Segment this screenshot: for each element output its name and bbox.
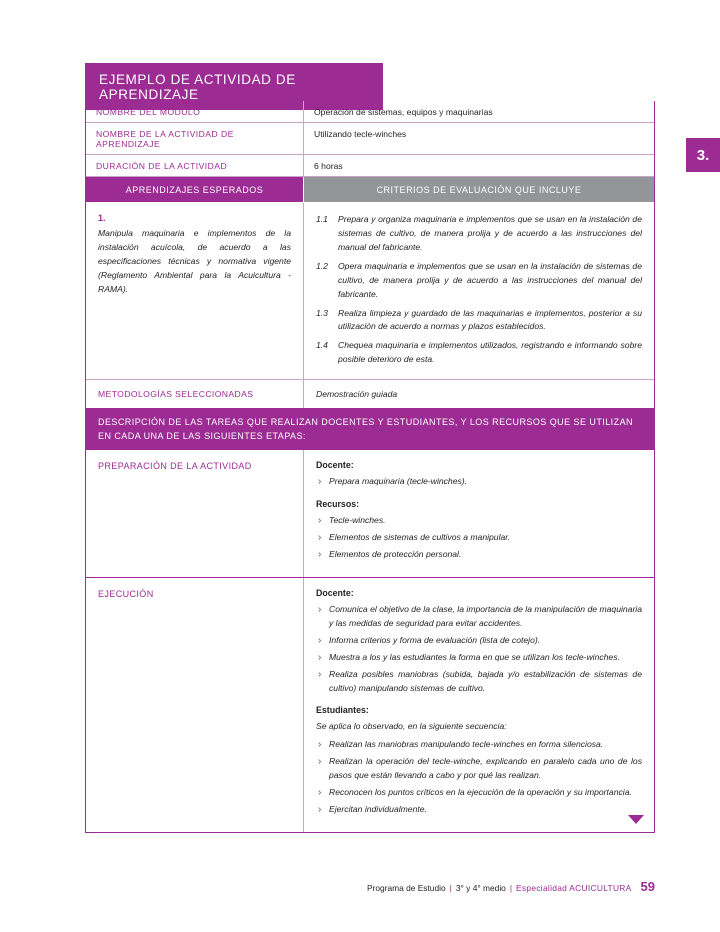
activity-name-value: Utilizando tecle-winches (314, 129, 407, 139)
criterion-number: 1.2 (316, 260, 328, 271)
list-item: › Reconocen los puntos críticos en la ejecución de la operación y su importancia. (316, 786, 642, 800)
page-number: 59 (640, 879, 655, 894)
learning-outcome-number: 1. (98, 213, 106, 223)
subheading-docente: Docente: (316, 587, 354, 598)
list-item: › Muestra a los y las estudiantes la forma en que se utilizan los tecle-winches. (316, 651, 642, 665)
list-item: › Comunica el objetivo de la clase, la importancia de la manipulación de maquinaria y las medidas de seguridad para evitar accidentes. (316, 603, 642, 631)
stage-content-ejecucion (304, 578, 654, 832)
subheading-recursos: Recursos: (316, 499, 360, 510)
criterion-text: Realiza limpieza y guardado de las maquinarias e implementos, posterior a su utilización de acuerdo a normas y plazos establecidos. (338, 307, 642, 332)
stage-row-ejecucion (86, 578, 654, 832)
table-row (86, 123, 654, 155)
list-item: › Ejercitan individualmente. (316, 803, 642, 817)
subheading-docente: Docente: (316, 460, 354, 471)
table-row (86, 101, 654, 123)
criterion-text: Chequea maquinaria e implementos utilizados, registrando e informando sobre posible deterioro de esta. (338, 340, 642, 365)
stage-label-preparacion: PREPARACIÓN DE LA ACTIVIDAD (86, 450, 304, 577)
footer-separator: | (449, 883, 452, 893)
criteria-cell (304, 203, 654, 379)
list-item: › Prepara maquinaria (tecle-winches). (316, 475, 642, 489)
recursos-list (316, 514, 642, 562)
list-item: › Realizan las maniobras manipulando tecle-winches en forma silenciosa. (316, 738, 642, 752)
stage-label-ejecucion: EJECUCIÓN (86, 578, 304, 832)
estudiantes-task-list (316, 738, 642, 817)
list-item: › Realiza posibles maniobras (subida, bajada y/o estabilización de sistemas de cultivo) manipulando sistemas de cultivo. (316, 668, 642, 696)
header-learning-outcomes: APRENDIZAJES ESPERADOS (86, 177, 304, 202)
header-evaluation-criteria: CRITERIOS DE EVALUACIÓN QUE INCLUYE (304, 177, 654, 202)
subheading-estudiantes: Estudiantes: (316, 705, 369, 716)
module-name-label: NOMBRE DEL MÓDULO (86, 101, 304, 122)
module-name-value: Operación de sistemas, equipos y maquinarias (314, 107, 493, 117)
criterion-number: 1.3 (316, 307, 328, 318)
criterion-number: 1.1 (316, 214, 328, 224)
continues-down-icon (628, 815, 644, 824)
footer-level: 3° y 4° medio (455, 883, 506, 893)
section-headers (86, 177, 654, 203)
learning-outcome-cell (86, 203, 304, 379)
table-row (86, 155, 654, 177)
duration-label: DURACIÓN DE LA ACTIVIDAD (86, 155, 304, 176)
stage-row-preparacion (86, 450, 654, 578)
criterion-text: Opera maquinaria e implementos que se usan en la instalación de sistemas de cultivo, de manera prolija y de acuerdo a las instrucciones del manual del fabricante. (338, 260, 642, 299)
criterion-item (316, 260, 642, 302)
learning-outcome-text: Manipula maquinaria e implementos de la instalación acuícola, de acuerdo a las especificaciones técnicas y normativa vigente (Reglamento Ambiental para la Acuicultura - RAMA). (98, 228, 291, 294)
docente-task-list (316, 603, 642, 696)
list-item: › Elementos de protección personal. (316, 548, 642, 562)
list-item: › Tecle-winches. (316, 514, 642, 528)
chapter-tab: 3. (686, 138, 720, 172)
criterion-text: Prepara y organiza maquinaria e implementos que se usan en la instalación de sistemas de cultivo, de manera prolija y de acuerdo a las instrucciones del manual del fabricante. (338, 214, 642, 252)
outcomes-criteria-row (86, 203, 654, 380)
stage-content-preparacion (304, 450, 654, 577)
list-item: › Realizan la operación del tecle-winche, explicando en paralelo cada uno de los pasos que están llevando a cabo y por qué las realizan. (316, 755, 642, 783)
criterion-item (316, 339, 642, 367)
criterion-item (316, 307, 642, 335)
docente-task-list (316, 475, 642, 489)
criterion-item (316, 213, 642, 255)
page-title: EJEMPLO DE ACTIVIDAD DE APRENDIZAJE (85, 63, 383, 110)
duration-value: 6 horas (314, 161, 343, 171)
footer-program: Programa de Estudio (366, 883, 446, 893)
footer-specialty: Especialidad ACUICULTURA (516, 883, 632, 893)
activity-table (85, 101, 655, 833)
estudiantes-intro: Se aplica lo observado, en la siguiente secuencia: (316, 721, 507, 732)
list-item: › Elementos de sistemas de cultivos a manipular. (316, 531, 642, 545)
footer-separator: | (509, 883, 513, 893)
description-band: DESCRIPCIÓN DE LAS TAREAS QUE REALIZAN DOCENTES Y ESTUDIANTES, Y LOS RECURSOS QUE SE UTILIZAN EN CADA UNA DE LAS SIGUIENTES ETAPAS: (86, 409, 654, 450)
list-item: › Informa criterios y forma de evaluación (lista de cotejo). (316, 634, 642, 648)
criterion-number: 1.4 (316, 340, 328, 351)
methodologies-value: Demostración guiada (316, 389, 398, 400)
page-footer (367, 879, 655, 894)
activity-name-label: NOMBRE DE LA ACTIVIDAD DE APRENDIZAJE (86, 123, 304, 154)
methodologies-row (86, 380, 654, 409)
methodologies-label: METODOLOGÍAS SELECCIONADAS (86, 380, 304, 408)
